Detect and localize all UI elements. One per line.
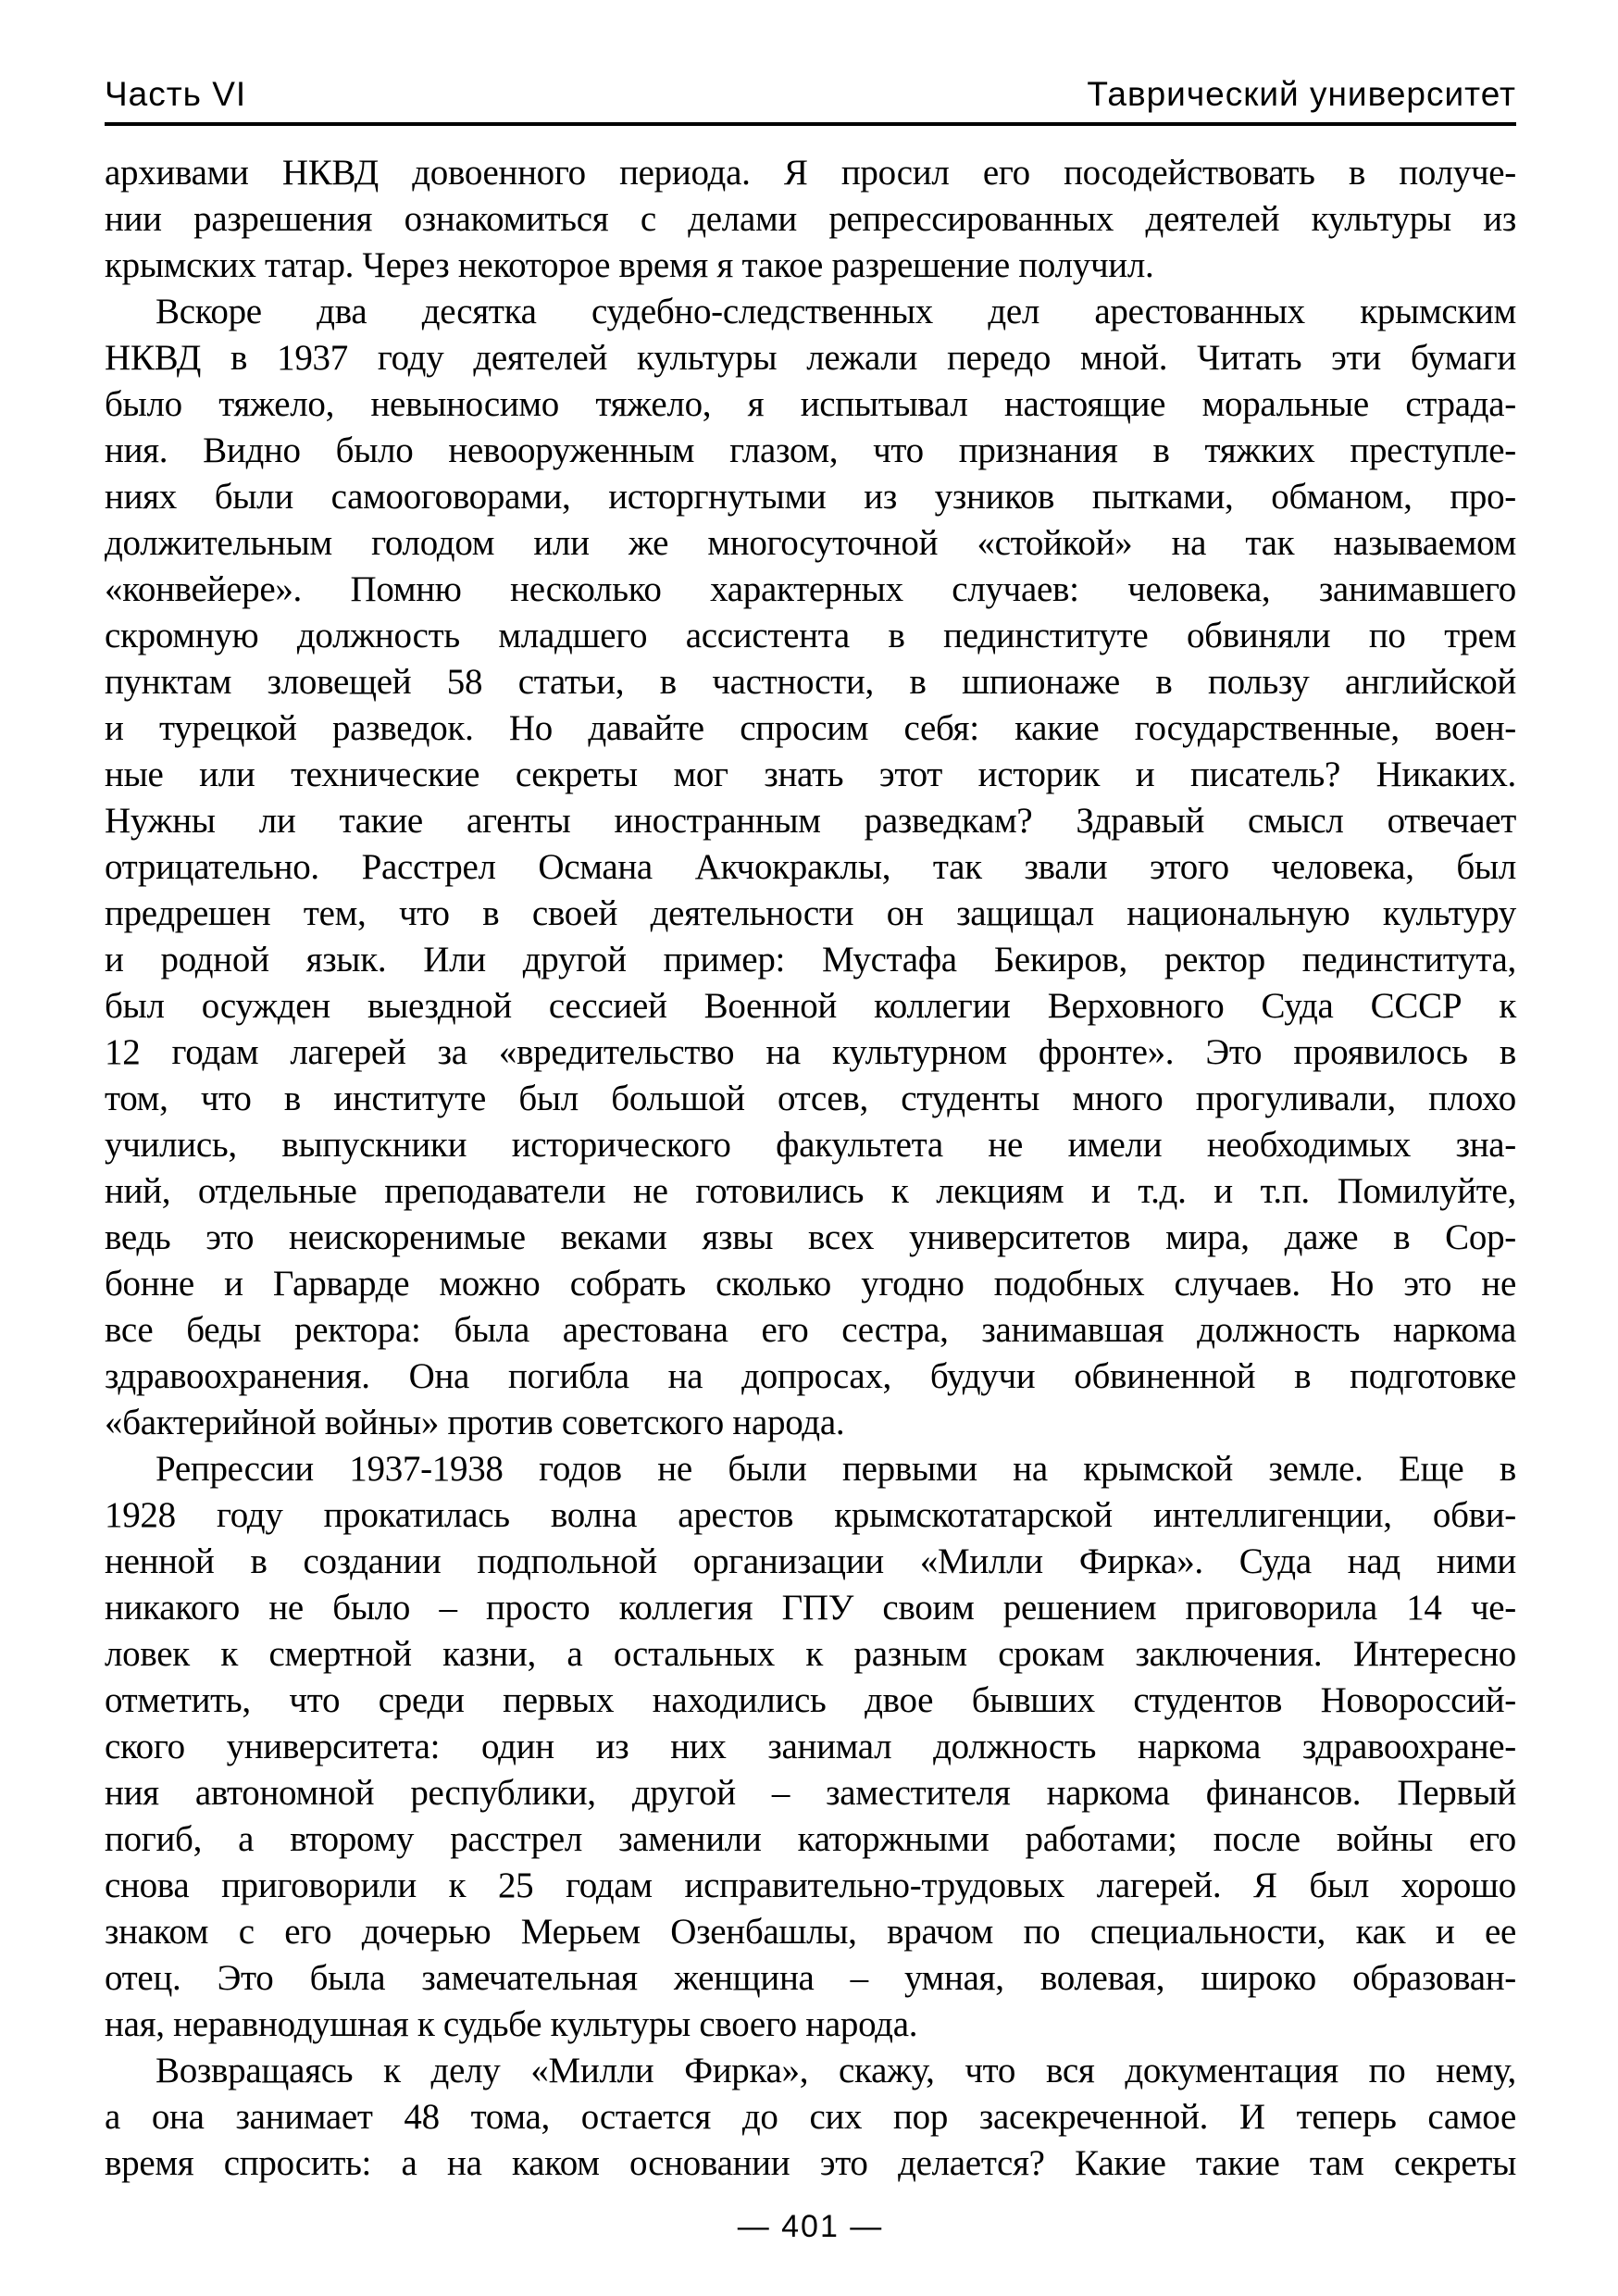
text-line: ная, неравнодушная к судьбе культуры своего народа. <box>105 2004 918 2044</box>
page-number: — 401 — <box>737 2209 884 2244</box>
header-title-label: Таврический университет <box>1087 75 1516 113</box>
text-line: ниях были самооговорами, исторгнутыми из узников пытками, обманом, про- <box>105 477 1516 517</box>
text-line: ния. Видно было невооруженным глазом, что признания в тяжких преступле- <box>105 430 1516 470</box>
text-line: ненной в создании подпольной организации «Милли Фирка». Суда над ними <box>105 1541 1516 1581</box>
text-line: время спросить: а на каком основании это делается? Какие такие там секреты <box>105 2143 1516 2183</box>
text-line: ния автономной республики, другой – заместителя наркома финансов. Первый <box>105 1773 1516 1813</box>
text-line: нии разрешения ознакомиться с делами репрессированных деятелей культуры из <box>105 199 1516 239</box>
header-part-label: Часть VI <box>105 75 247 113</box>
text-line: том, что в институте был большой отсев, студенты много прогуливали, плохо <box>105 1079 1516 1118</box>
text-line: бонне и Гарварде можно собрать сколько угодно подобных случаев. Но это не <box>105 1264 1516 1304</box>
text-line: скромную должность младшего ассистента в пединституте обвиняли по трем <box>105 616 1516 655</box>
text-line: здравоохранения. Она погибла на допросах, будучи обвиненной в подготовке <box>105 1356 1516 1396</box>
text-line: Возвращаясь к делу «Милли Фирка», скажу, что вся документация по нему, <box>156 2051 1516 2090</box>
text-line: ведь это неискоренимые веками язвы всех университетов мира, даже в Сор- <box>105 1217 1516 1257</box>
text-line: погиб, а второму расстрел заменили каторжными работами; после войны его <box>105 1819 1516 1859</box>
text-line: «конвейере». Помню несколько характерных случаев: человека, занимавшего <box>105 569 1516 609</box>
text-line: пунктам зловещей 58 статьи, в частности, в шпионаже в пользу английской <box>105 662 1516 702</box>
text-line: ловек к смертной казни, а остальных к разным срокам заключения. Интересно <box>105 1634 1516 1674</box>
text-line: ского университета: один из них занимал должность наркома здравоохране- <box>105 1727 1516 1766</box>
text-line: был осужден выездной сессией Военной коллегии Верховного Суда СССР к <box>105 986 1516 1026</box>
text-line: знаком с его дочерью Мерьем Озенбашлы, врачом по специальности, как и ее <box>105 1912 1516 1952</box>
page-footer <box>105 2209 1516 2244</box>
text-line: крымских татар. Через некоторое время я такое разрешение получил. <box>105 245 1154 285</box>
text-line: ные или технические секреты мог знать этот историк и писатель? Никаких. <box>105 755 1516 794</box>
text-line: должительным голодом или же многосуточной «стойкой» на так называемом <box>105 523 1516 563</box>
text-line: Вскоре два десятка судебно-следственных дел арестованных крымским <box>156 292 1516 331</box>
text-line: предрешен тем, что в своей деятельности он защищал национальную культуру <box>105 893 1516 933</box>
text-line: 12 годам лагерей за «вредительство на культурном фронте». Это проявилось в <box>105 1032 1516 1072</box>
text-line: все беды ректора: была арестована его сестра, занимавшая должность наркома <box>105 1310 1516 1350</box>
text-line: Репрессии 1937-1938 годов не были первыми на крымской земле. Еще в <box>156 1449 1516 1489</box>
text-line: ний, отдельные преподаватели не готовились к лекциям и т.д. и т.п. Помилуйте, <box>105 1171 1516 1211</box>
text-line: НКВД в 1937 году деятелей культуры лежали передо мной. Читать эти бумаги <box>105 338 1516 378</box>
text-line: 1928 году прокатилась волна арестов крымскотатарской интеллигенции, обви- <box>105 1495 1516 1535</box>
text-line: учились, выпускники исторического факультета не имели необходимых зна- <box>105 1125 1516 1165</box>
text-line: Нужны ли такие агенты иностранным разведкам? Здравый смысл отвечает <box>105 801 1516 841</box>
page-header <box>105 0 1516 126</box>
page-body <box>105 150 1516 2187</box>
text-line: архивами НКВД довоенного периода. Я просил его посодействовать в получе- <box>105 153 1516 193</box>
text-line: отметить, что среди первых находились двое бывших студентов Новороссий- <box>105 1680 1516 1720</box>
text-line: снова приговорили к 25 годам исправительно-трудовых лагерей. Я был хорошо <box>105 1866 1516 1905</box>
text-line: а она занимает 48 тома, остается до сих пор засекреченной. И теперь самое <box>105 2097 1516 2137</box>
text-line: было тяжело, невыносимо тяжело, я испытывал настоящие моральные страда- <box>105 384 1516 424</box>
text-line: и родной язык. Или другой пример: Мустафа Бекиров, ректор пединститута, <box>105 940 1516 980</box>
text-line: никакого не было – просто коллегия ГПУ своим решением приговорила 14 че- <box>105 1588 1516 1628</box>
text-line: и турецкой разведок. Но давайте спросим себя: какие государственные, воен- <box>105 708 1516 748</box>
text-line: «бактерийной войны» против советского народа. <box>105 1403 845 1442</box>
text-line: отрицательно. Расстрел Османа Акчокраклы, так звали этого человека, был <box>105 847 1516 887</box>
text-line: отец. Это была замечательная женщина – умная, волевая, широко образован- <box>105 1958 1516 1998</box>
